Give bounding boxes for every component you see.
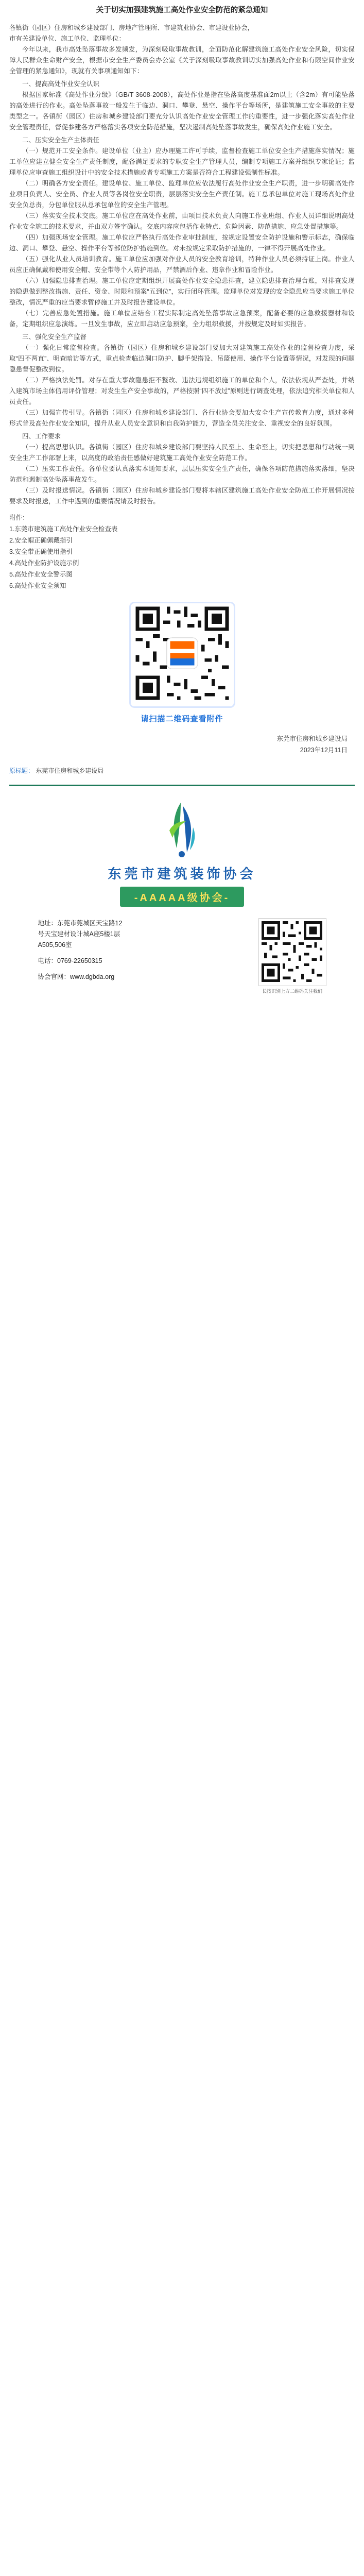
- attachment-qr-code[interactable]: [129, 602, 235, 708]
- association-name: 东莞市建筑装饰协会: [108, 866, 256, 882]
- attachments-title: 附件：: [9, 514, 29, 521]
- contact-info: [38, 918, 123, 982]
- website-line: 协会官网：www.dgbda.org: [38, 973, 115, 980]
- section-paragraph: 根据国家标准《高处作业分级》（GB/T 3608-2008），高处作业是指在坠落高度基准面2m以上（含2m）有可能坠落的高处进行的作业。高处坠落事故一般发生于临边、洞口、攀登、悬空、操作平台等场所，是建筑施工安全事故的主要类型之一。各镇街（园区）住房和城乡建设部门要充分认识高处作业安全管理工作的重要性，进一步强化落实高处作业安全管理责任，督促参建各方严格落实各项安全防范措施，坚决遏制高处坠落事故发生，确保高处作业施工安全。: [9, 91, 355, 131]
- section-paragraph: （五）强化从业人员培训教育。施工单位应加强对作业人员的安全教育培训，特种作业人员必须持证上岗。作业人员应正确佩戴和使用安全帽、安全带等个人防护用品，严禁酒后作业、违章作业和冒险作业。: [9, 256, 355, 274]
- section-heading: 二、压实安全生产主体责任: [22, 137, 100, 144]
- contact-block: [38, 918, 326, 994]
- attachment-qr-block: [120, 602, 244, 724]
- association-logo: [149, 799, 216, 860]
- address-line-3: A505,506室: [38, 941, 72, 948]
- attachments: [9, 512, 355, 591]
- attachment-item: 6.高处作业安全须知: [9, 582, 66, 589]
- section-paragraph: （二）压实工作责任。各单位要认真落实本通知要求，层层压实安全生产责任，确保各项防范措施落实落细，坚决防范和遏制高处坠落事故发生。: [9, 465, 355, 483]
- section-paragraph: （三）加强宣传引导。各镇街（园区）住房和城乡建设部门、各行业协会要加大安全生产宣传教育力度，通过多种形式普及高处作业安全知识，提升从业人员安全意识和自我防护能力，营造全员关注安全、重视安全的良好氛围。: [9, 409, 355, 427]
- signature-org: 东莞市住房和城乡建设局: [276, 735, 348, 742]
- source-label: 原标题：: [9, 767, 34, 774]
- logo-icon: [149, 799, 216, 860]
- qr-caption: 请扫描二维码查看附件: [141, 715, 223, 723]
- section-paragraph: （一）强化日常监督检查。各镇街（园区）住房和城乡建设部门要加大对建筑施工高处作业的监督检查力度，采取“四不两直”、明查暗访等方式，重点检查临边洞口防护、脚手架搭设、吊篮使用、操作平台设置等情况，对发现的问题隐患督促整改到位。: [9, 344, 355, 373]
- signature-date: 2023年12月11日: [300, 747, 348, 754]
- section-paragraph: （三）落实安全技术交底。施工单位应在高处作业前，由项目技术负责人向施工作业班组、作业人员详细说明高处作业安全施工的技术要求，并由双方签字确认。交底内容应包括作业特点、危险因素、防范措施、应急处置措施等。: [9, 212, 355, 230]
- source-line: [9, 766, 355, 775]
- intro-paragraphs: [9, 44, 355, 77]
- address-line-2: 号天宝建材设计城A座5楼1层: [38, 930, 120, 938]
- attachment-item: 5.高处作业安全警示图: [9, 571, 73, 578]
- card-qr-code[interactable]: [258, 918, 326, 986]
- section-paragraph: （一）规范开工安全条件。建设单位（业主）应办理施工许可手续，监督检查施工单位安全生产措施落实情况；施工单位应建立健全安全生产责任制度，配备满足要求的专职安全生产管理人员，编制专项施工方案并组织专家论证；监理单位应审查施工组织设计中的安全技术措施或者专项施工方案是否符合工程建设强制性标准。: [9, 147, 355, 176]
- section-1: [9, 79, 355, 133]
- article-recipients-2: 市有关建设单位、施工单位、监理单位：: [9, 35, 126, 42]
- grade-banner: -AAAAA级协会-: [120, 887, 245, 907]
- article-title: 关于切实加强建筑施工高处作业安全防范的紧急通知: [96, 6, 268, 14]
- section-paragraph: （一）提高思想认识。各镇街（园区）住房和城乡建设部门要坚持人民至上、生命至上，切实把思想和行动统一到安全生产工作部署上来，以高度的政治责任感做好建筑施工高处作业安全防范工作。: [9, 444, 355, 462]
- section-paragraph: （七）完善应急处置措施。施工单位应结合工程实际制定高处坠落事故应急预案，配备必要的应急救援器材和设备，定期组织应急演练。一旦发生事故，应立即启动应急预案，全力组织救援，并按规定及时如实报告。: [9, 310, 355, 328]
- signature-block: [9, 733, 355, 756]
- phone-line: 电话：0769-22650315: [38, 957, 102, 964]
- section-paragraph: （六）加强隐患排查治理。施工单位应定期组织开展高处作业安全隐患排查，建立隐患排查治理台账，对排查发现的隐患做到整改措施、责任、资金、时限和预案“五到位”，实行闭环管理。监理单位对发现的安全隐患应当要求施工单位整改，情况严重的应当要求暂停施工并及时报告建设单位。: [9, 277, 355, 306]
- section-2: [9, 135, 355, 330]
- section-paragraph: （二）明确各方安全责任。建设单位、施工单位、监理单位应依法履行高处作业安全生产职责，进一步明确高处作业项目负责人、安全员、作业人员等各岗位安全职责，层层落实安全生产责任制。施工总承包单位对施工现场高处作业安全负总责，分包单位服从总承包单位的安全生产管理。: [9, 180, 355, 209]
- attachment-item: 2.安全帽正确佩戴指引: [9, 537, 73, 544]
- card-qr-label: 长按识别上方二维码关注我们: [262, 989, 322, 994]
- attachment-item: 3.安全带正确使用指引: [9, 548, 73, 555]
- section-paragraph: （四）加强现场安全管理。施工单位应严格执行高处作业审批制度，按规定设置安全防护设施和警示标志，确保临边、洞口、攀登、悬空、操作平台等部位防护措施到位。对未按规定采取防护措施的，一律不得开展高处作业。: [9, 234, 355, 252]
- association-card: [9, 785, 355, 994]
- section-paragraph: （三）及时报送情况。各镇街（园区）住房和城乡建设部门要将本辖区建筑施工高处作业安全防范工作开展情况按要求及时报送，工作中遇到的重要情况请及时报告。: [9, 487, 355, 505]
- address-line-1: 地址：东莞市莞城区天宝路12: [38, 920, 123, 927]
- qr-code-icon: [259, 919, 325, 985]
- attachment-item: 1.东莞市建筑施工高处作业安全检查表: [9, 526, 118, 533]
- qr-code-icon: [132, 603, 232, 703]
- article-recipients: 各镇街（园区）住房和城乡建设部门、房地产管理所、市建筑业协会、市建设业协会，: [9, 24, 254, 31]
- section-heading: 一、提高高处作业安全认识: [22, 80, 100, 88]
- section-paragraph: （二）严格执法处罚。对存在重大事故隐患拒不整改、违法违规组织施工的单位和个人，依法依规从严查处，并纳入建筑市场主体信用评价管理；对发生生产安全事故的，严格按照“四不放过”原则进行调查处理，依法追究相关单位和人员责任。: [9, 377, 355, 405]
- section-4: [9, 431, 355, 507]
- attachment-item: 4.高处作业防护设施示例: [9, 560, 79, 567]
- source-text: 东莞市住房和城乡建设局: [36, 767, 104, 774]
- card-qr-block: [258, 918, 326, 994]
- intro-paragraph: 今年以来，我市高处坠落事故多发频发，为深刻吸取事故教训，全面防范化解建筑施工高处作业安全风险，切实保障人民群众生命财产安全，根据市安全生产委员会办公室《关于深刻吸取事故教训切实加强高处作业和有限空间作业安全管理的紧急通知》，现就有关事项通知如下：: [9, 46, 355, 75]
- section-heading: 四、工作要求: [22, 433, 61, 440]
- section-3: [9, 332, 355, 429]
- section-heading: 三、强化安全生产监督: [22, 333, 87, 341]
